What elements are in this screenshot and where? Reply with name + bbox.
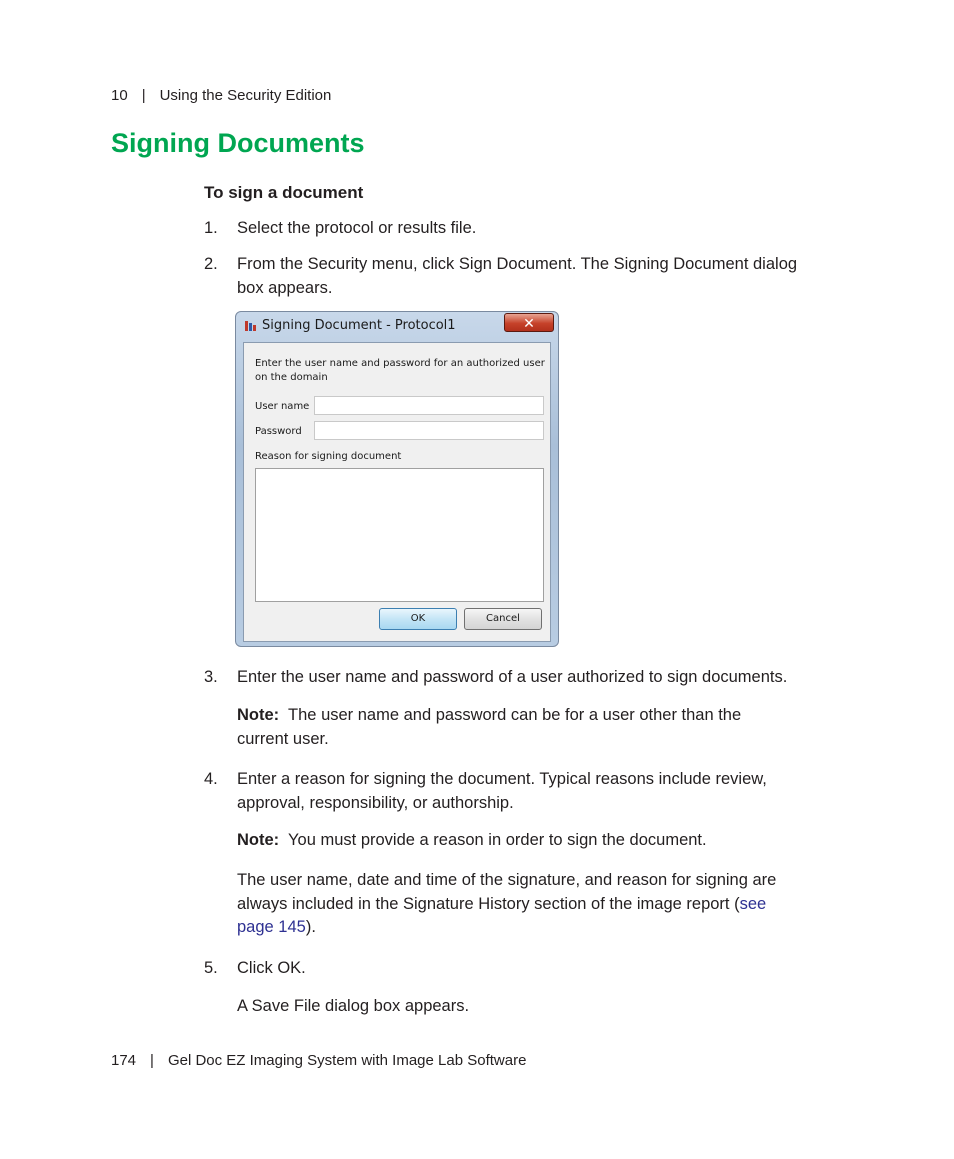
header-chapter: Using the Security Edition	[159, 87, 332, 104]
running-header	[111, 87, 331, 104]
paragraph-line: The user name, date and time of the signature, and reason for signing are	[237, 871, 777, 889]
header-separator: |	[141, 87, 146, 104]
step-number: 1.	[204, 219, 218, 237]
step-text-line: approval, responsibility, or authorship.	[237, 793, 514, 812]
paragraph-text: always included in the Signature History section of the image report (	[237, 894, 740, 913]
instruction-line: Enter the user name and password for an authorized user	[255, 358, 545, 369]
note-label: Note:	[237, 831, 280, 849]
page-title: Signing Documents	[111, 128, 365, 158]
header-page-number: 10	[111, 87, 128, 104]
step-number: 3.	[204, 668, 218, 686]
step-text-line: From the Security menu, click Sign Document. The Signing Document dialog	[237, 255, 798, 273]
password-input[interactable]	[314, 421, 544, 440]
step-number: 5.	[204, 959, 218, 977]
note-label: Note:	[237, 706, 280, 724]
dialog-client-area	[243, 342, 551, 642]
step-text	[237, 768, 767, 815]
running-footer	[111, 1052, 526, 1069]
step-text: Select the protocol or results file.	[237, 219, 477, 237]
user-name-label: User name	[255, 401, 310, 412]
footer-book-title: Gel Doc EZ Imaging System with Image Lab Software	[167, 1052, 527, 1069]
signing-document-dialog	[235, 311, 559, 647]
footer-page-number: 174	[111, 1052, 137, 1069]
dialog-title: Signing Document - Protocol1	[262, 318, 456, 333]
step-result: A Save File dialog box appears.	[237, 997, 470, 1015]
step-text: Click OK.	[237, 959, 306, 977]
step-text-line: Enter a reason for signing the document. Typical reasons include review,	[237, 770, 767, 788]
reason-textarea[interactable]	[255, 468, 544, 602]
dialog-instruction	[255, 357, 545, 385]
signature-paragraph	[237, 869, 776, 940]
paragraph-text: ).	[305, 918, 316, 936]
step-number: 4.	[204, 770, 218, 788]
close-icon: ✕	[523, 315, 535, 331]
footer-separator: |	[150, 1052, 154, 1069]
note-block	[237, 704, 741, 751]
note-text: The user name and password can be for a user other than the	[288, 706, 742, 724]
user-name-value	[315, 402, 318, 413]
reason-label: Reason for signing document	[255, 451, 402, 462]
cancel-button[interactable]: Cancel	[464, 608, 542, 630]
procedure-heading: To sign a document	[204, 183, 364, 202]
instruction-line: on the domain	[255, 372, 328, 383]
page-reference-link[interactable]: see	[739, 894, 767, 913]
page-reference-link[interactable]: page 145	[237, 918, 306, 936]
step-text	[237, 253, 797, 300]
close-button[interactable]	[504, 313, 554, 332]
step-text: Enter the user name and password of a user authorized to sign documents.	[237, 668, 788, 686]
step-number: 2.	[204, 255, 218, 273]
note-text: current user.	[237, 729, 329, 748]
user-name-input[interactable]	[314, 396, 544, 415]
ok-button[interactable]: OK	[379, 608, 457, 630]
password-value	[315, 427, 318, 438]
reason-value	[256, 472, 260, 487]
app-logo-icon	[244, 319, 258, 333]
password-label: Password	[255, 426, 302, 437]
note-text: You must provide a reason in order to sign the document.	[288, 831, 707, 849]
step-text-line: box appears.	[237, 278, 333, 297]
note-block	[237, 829, 707, 853]
